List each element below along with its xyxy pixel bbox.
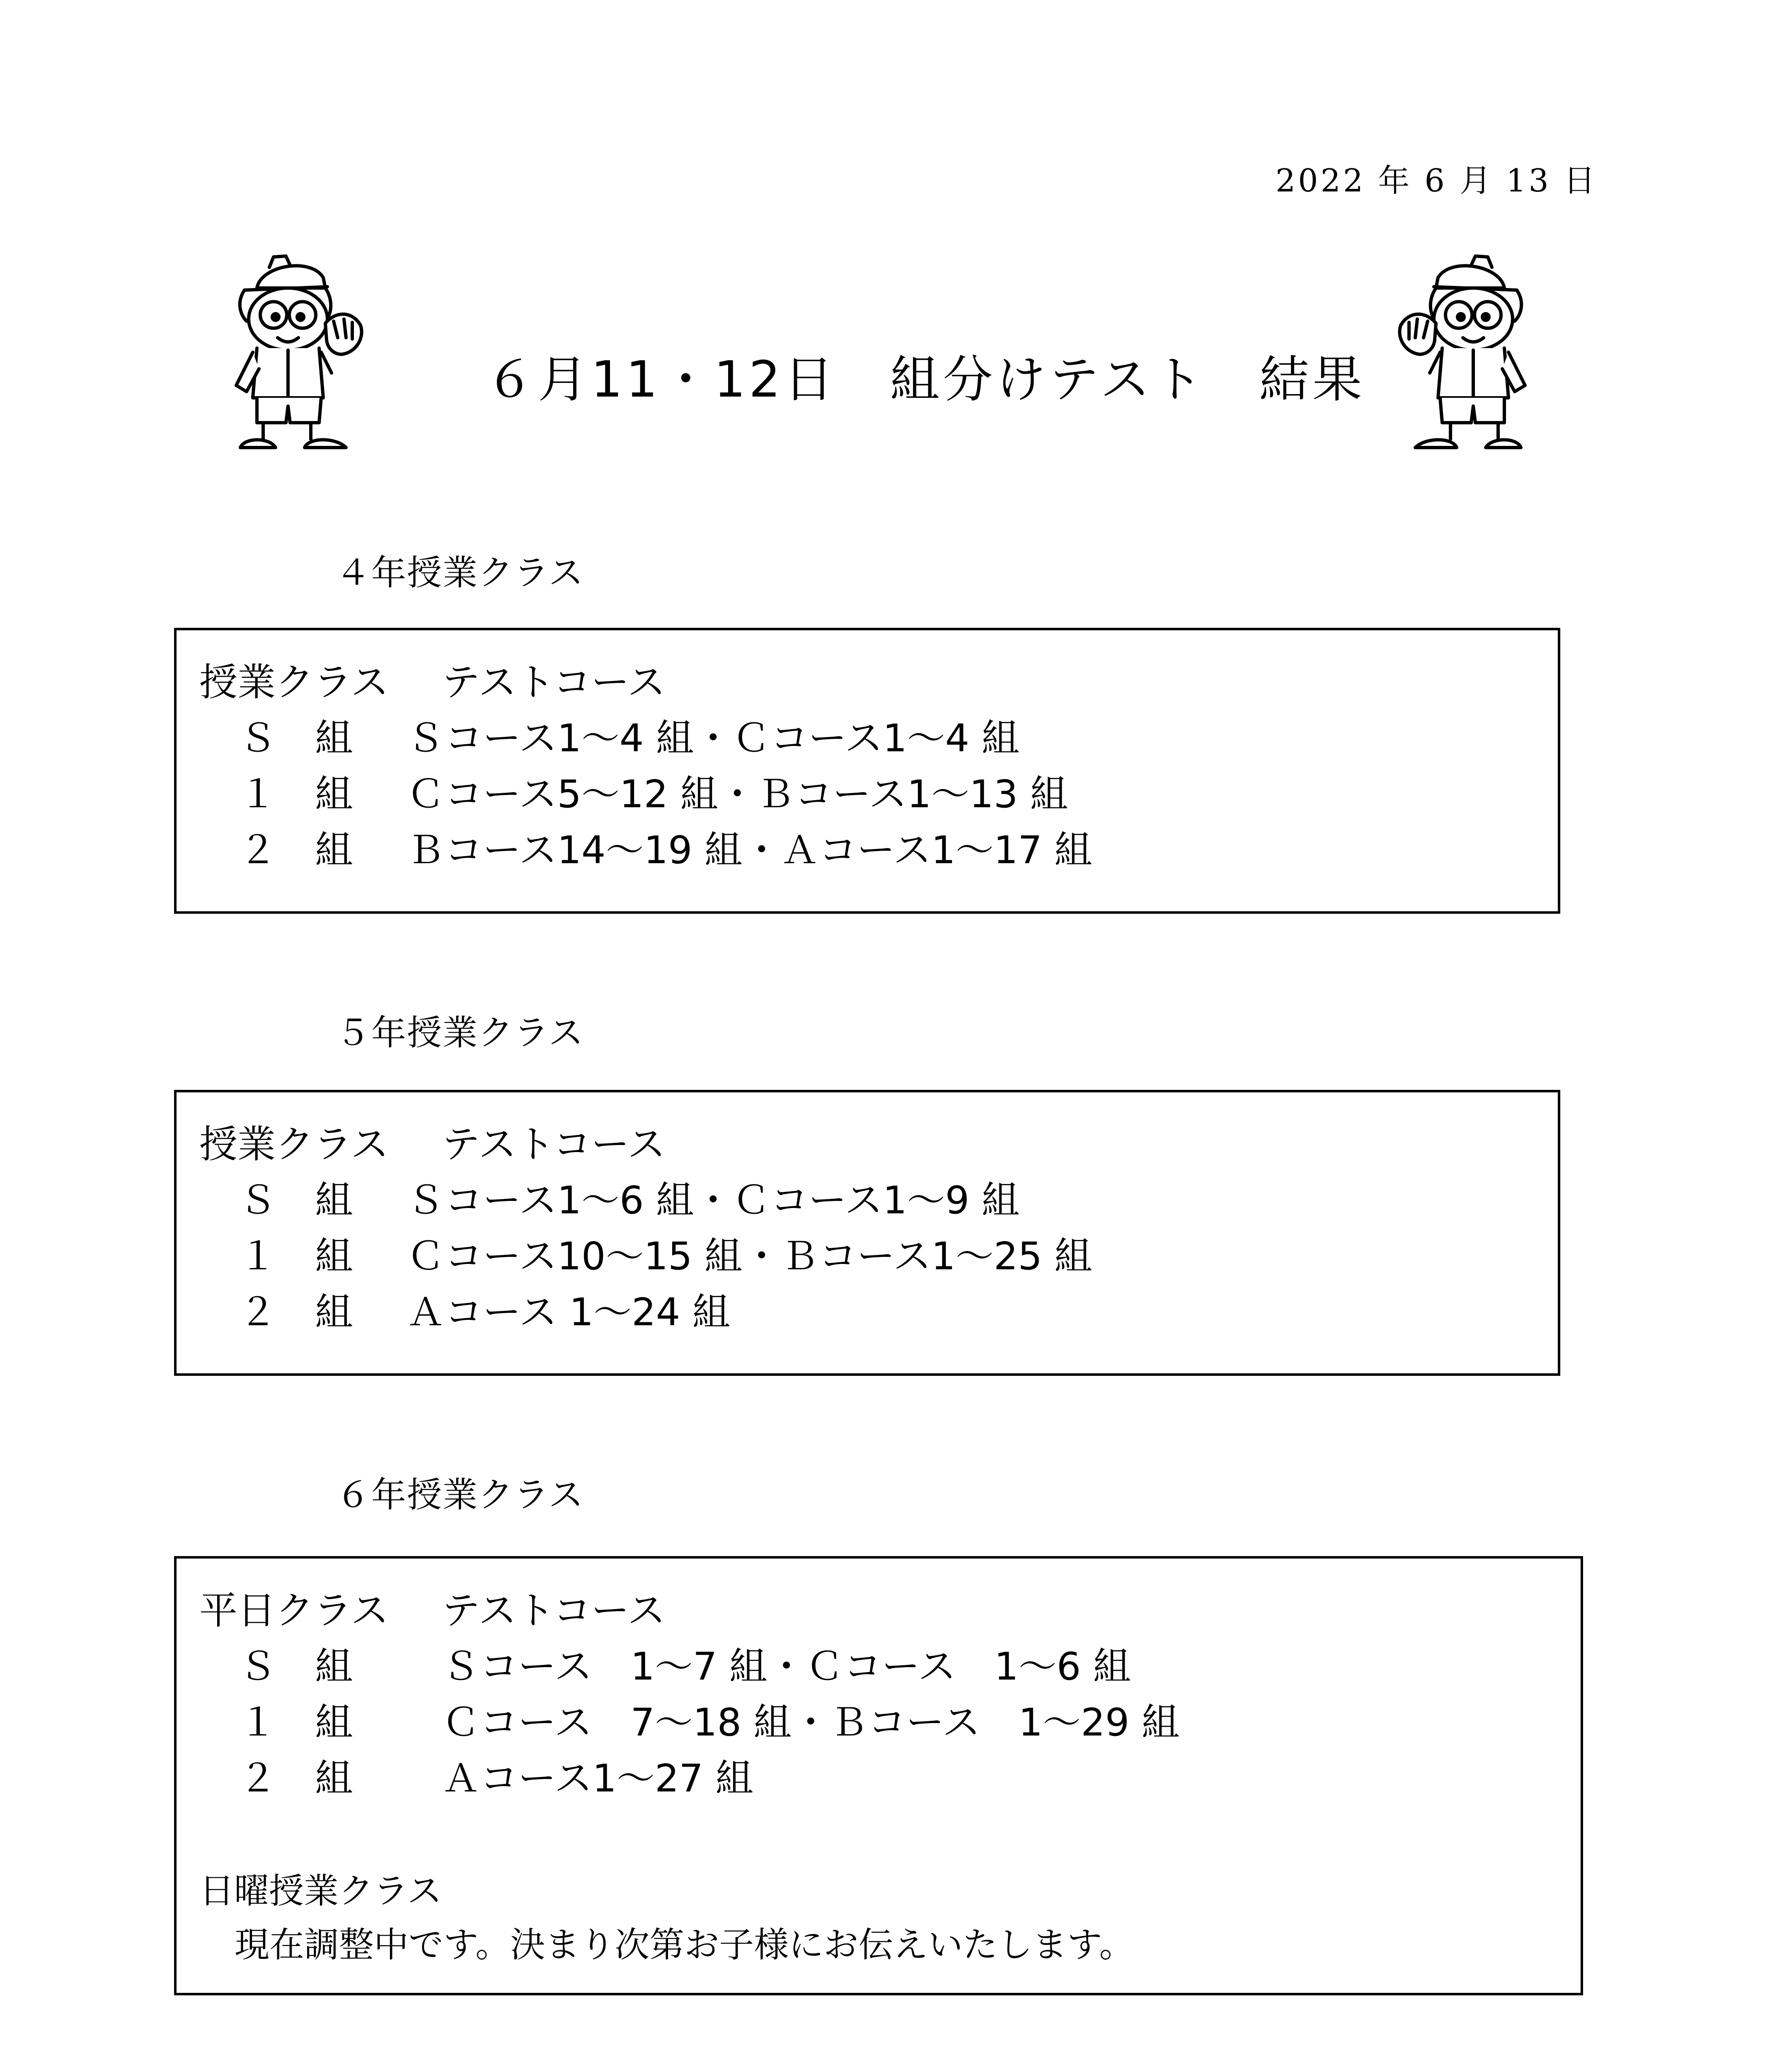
grade5-row-course: Ｃコース10～15 組・Ｂコース1～25 組 — [407, 1234, 1093, 1278]
grade6-row-course: Ａコース1～27 組 — [442, 1756, 754, 1801]
page-title: ６月11・12日 組分けテスト 結果 — [485, 351, 1366, 409]
grade4-row-class: １ 組 — [239, 772, 353, 816]
grade6-row-class: １ 組 — [239, 1700, 353, 1745]
baseball-kid-waving-icon — [228, 249, 369, 460]
grade6-row-class: ２ 組 — [239, 1756, 353, 1801]
grade6-row-course: Ｃコース 7～18 組・Ｂコース 1～29 組 — [442, 1700, 1180, 1745]
grade5-row-course: Ｓコース1～6 組・Ｃコース1～9 組 — [407, 1178, 1020, 1222]
grade5-result-box — [174, 1090, 1560, 1376]
grade4-row-course: Ｓコース1～4 組・Ｃコース1～4 組 — [407, 716, 1020, 760]
grade4-row-course: Ｃコース5～12 組・Ｂコース1～13 組 — [407, 772, 1068, 816]
grade6-col-course: テストコース — [442, 1588, 666, 1633]
grade6-row-course: Ｓコース 1～7 組・Ｃコース 1～6 組 — [442, 1644, 1131, 1689]
grade4-col-course: テストコース — [442, 660, 666, 704]
grade4-col-class: 授業クラス — [199, 660, 389, 704]
grade6-heading: ６年授業クラス — [336, 1474, 584, 1515]
grade4-row-course: Ｂコース14～19 組・Ａコース1～17 組 — [407, 828, 1093, 872]
grade5-row-class: ２ 組 — [239, 1290, 353, 1334]
grade5-heading: ５年授業クラス — [336, 1012, 584, 1053]
document-date: 2022 年 6 月 13 日 — [1275, 162, 1598, 199]
grade5-col-course: テストコース — [442, 1122, 666, 1167]
grade4-heading: ４年授業クラス — [336, 552, 584, 593]
grade5-col-class: 授業クラス — [199, 1122, 389, 1167]
grade5-row-class: Ｓ 組 — [239, 1178, 353, 1222]
grade5-row-class: １ 組 — [239, 1234, 353, 1278]
grade6-row-class: Ｓ 組 — [239, 1644, 353, 1689]
sunday-class-heading: 日曜授業クラス — [199, 1871, 442, 1911]
grade5-row-course: Ａコース 1～24 組 — [407, 1290, 731, 1334]
grade4-row-class: Ｓ 組 — [239, 716, 353, 760]
sunday-class-note: 現在調整中です。決まり次第お子様にお伝えいたします。 — [235, 1924, 1134, 1965]
grade4-row-class: ２ 組 — [239, 828, 353, 872]
grade4-result-box — [174, 628, 1560, 914]
grade6-result-box — [174, 1556, 1583, 1995]
baseball-kid-waving-icon — [1392, 249, 1533, 460]
grade6-col-class: 平日クラス — [199, 1588, 389, 1633]
